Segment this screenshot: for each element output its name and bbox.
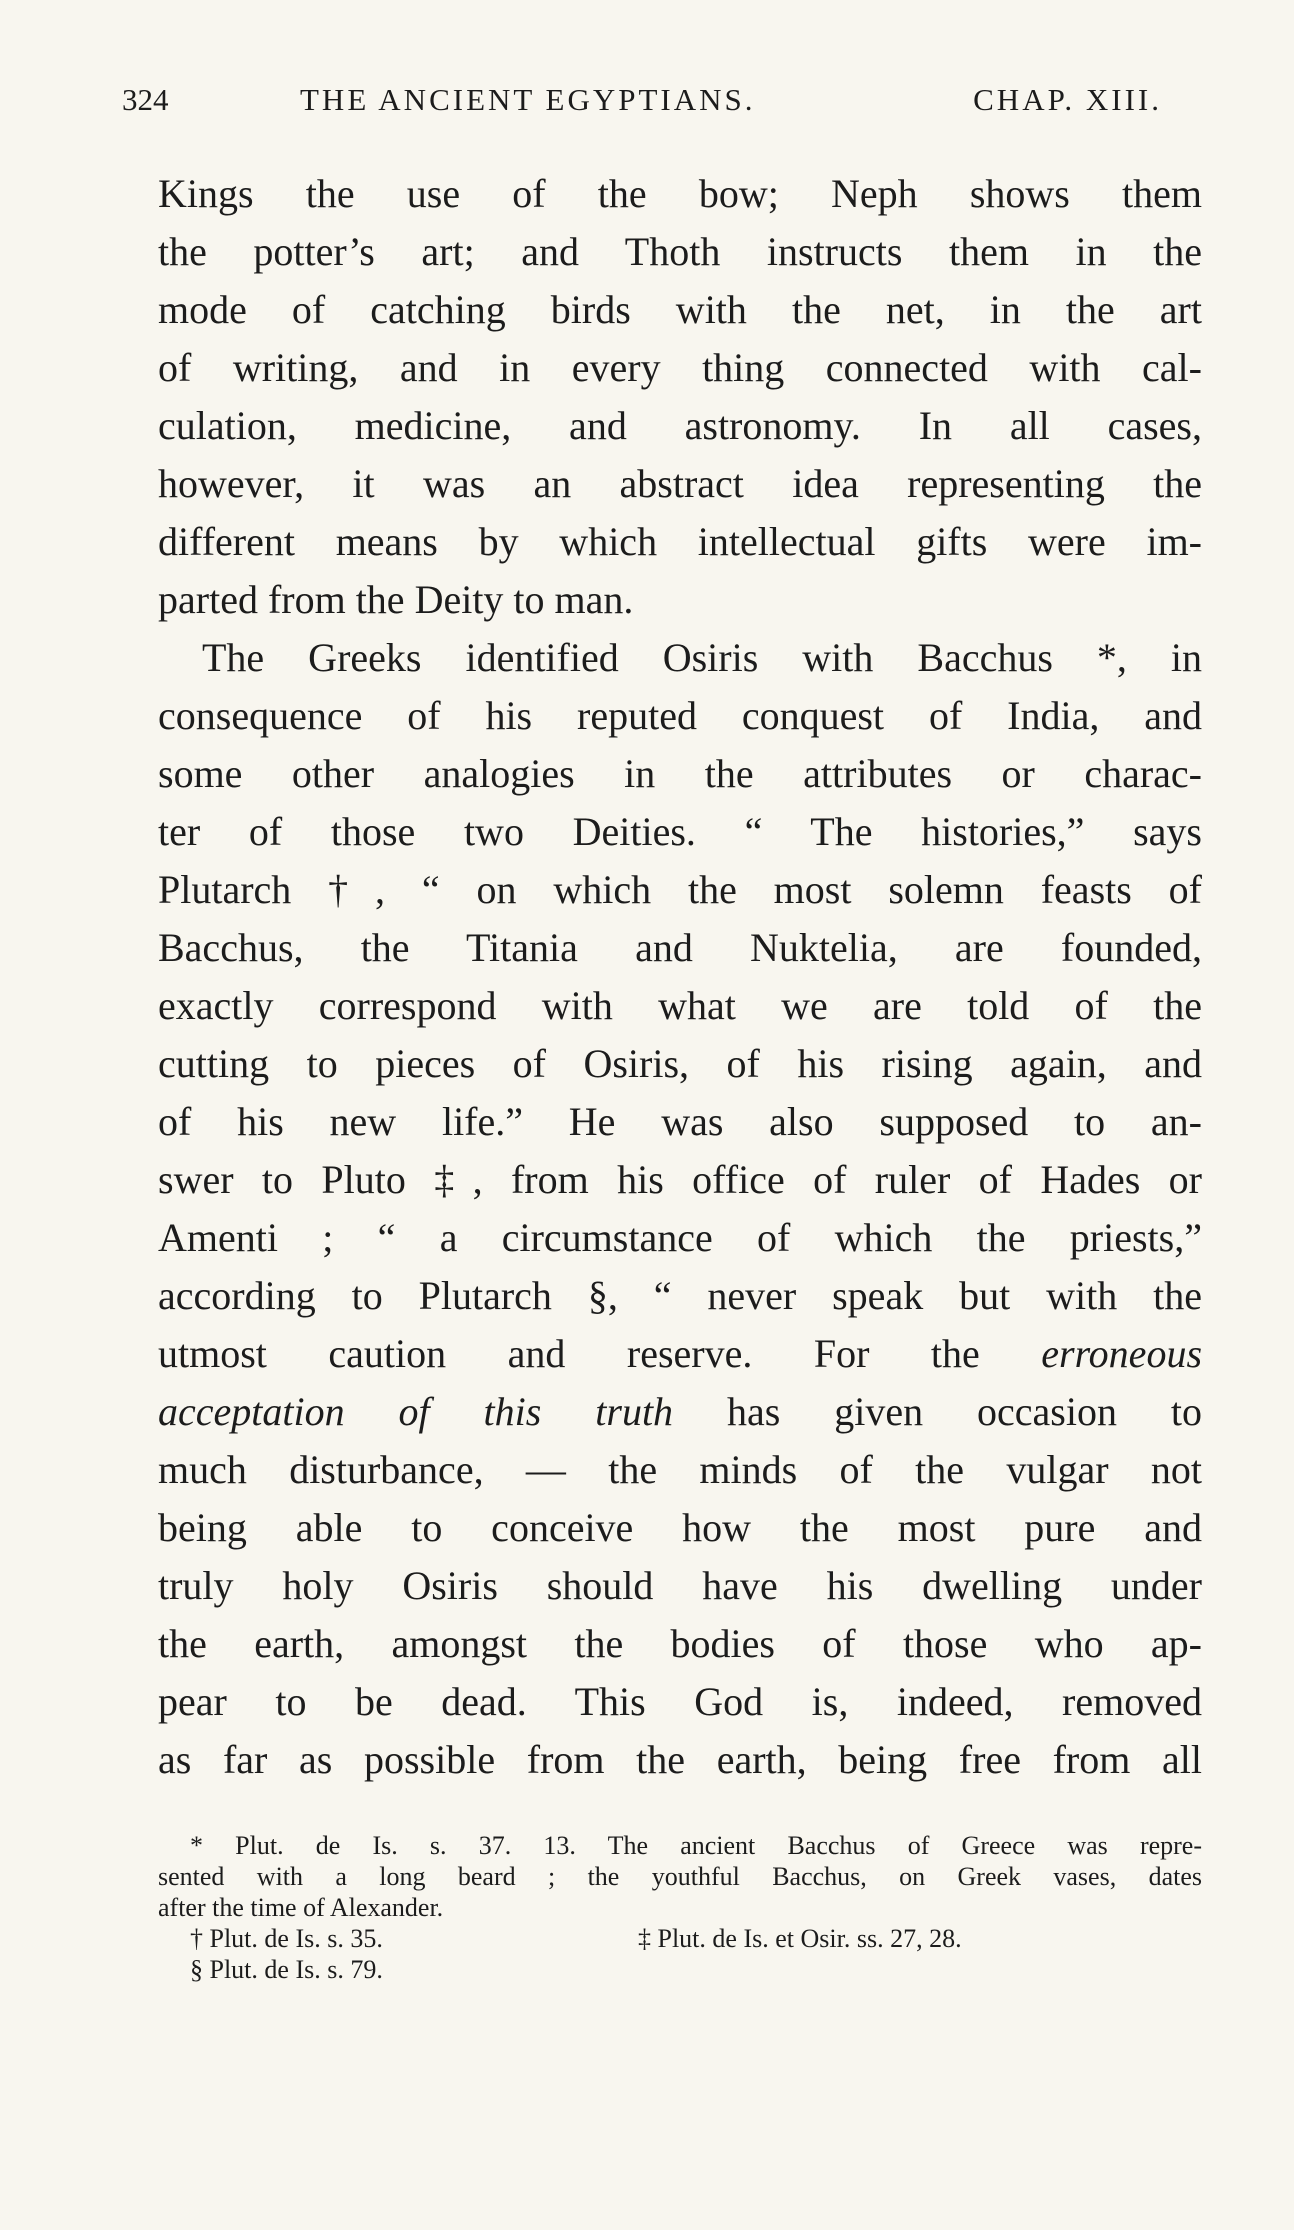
text-line: as far as possible from the earth, being free from all: [158, 1737, 1202, 1782]
text-line: Amenti ; “ a circumstance of which the priests,”: [158, 1215, 1202, 1260]
italic-phrase: acceptation of this truth: [158, 1389, 674, 1434]
paragraph-start-line: The Greeks identified Osiris with Bacchus *, in: [202, 635, 1202, 680]
footnote-1-end: after the time of Alexander.: [158, 1893, 444, 1922]
text-line: pear to be dead. This God is, indeed, removed: [158, 1679, 1202, 1724]
footnote-3: ‡ Plut. de Is. et Osir. ss. 27, 28.: [638, 1924, 962, 1953]
footnote-pair: [158, 1923, 1202, 1954]
footnotes: [158, 1830, 1202, 1985]
text-segment: utmost caution and reserve. For the: [158, 1331, 980, 1376]
footnote-1: * Plut. de Is. s. 37. 13. The ancient Bacchus of Greece was repre-: [190, 1831, 1202, 1860]
text-line: some other analogies in the attributes or charac-: [158, 751, 1202, 796]
text-line-with-italic: [158, 1383, 1202, 1441]
text-line: according to Plutarch §, “ never speak but with the: [158, 1273, 1202, 1318]
text-line: however, it was an abstract idea representing the: [158, 461, 1202, 506]
text-line: of writing, and in every thing connected with cal-: [158, 345, 1202, 390]
text-line: culation, medicine, and astronomy. In all cases,: [158, 403, 1202, 448]
footnote-4: § Plut. de Is. s. 79.: [190, 1955, 383, 1984]
text-line: of his new life.” He was also supposed to an-: [158, 1099, 1202, 1144]
text-line: mode of catching birds with the net, in the art: [158, 287, 1202, 332]
running-title: THE ANCIENT EGYPTIANS.: [300, 82, 756, 117]
page-number: 324: [122, 82, 169, 117]
footnote-2: † Plut. de Is. s. 35.: [190, 1924, 383, 1953]
text-line: truly holy Osiris should have his dwelling under: [158, 1563, 1202, 1608]
text-line: much disturbance, — the minds of the vulgar not: [158, 1447, 1202, 1492]
text-line: Plutarch †, “ on which the most solemn feasts of: [158, 867, 1202, 912]
text-line: swer to Pluto ‡, from his office of ruler of Hades or: [158, 1157, 1202, 1202]
text-segment: has given occasion to: [726, 1389, 1202, 1434]
text-line: Bacchus, the Titania and Nuktelia, are founded,: [158, 925, 1202, 970]
text-line: consequence of his reputed conquest of India, and: [158, 693, 1202, 738]
running-head: [122, 82, 1162, 130]
text-line: Kings the use of the bow; Neph shows them: [158, 171, 1202, 216]
text-line: the potter’s art; and Thoth instructs them in the: [158, 229, 1202, 274]
text-line: parted from the Deity to man.: [158, 577, 634, 622]
footnote-1-cont: sented with a long beard ; the youthful Bacchus, on Greek vases, dates: [158, 1862, 1202, 1891]
body-text: [158, 165, 1202, 1789]
italic-phrase: erroneous: [1041, 1331, 1203, 1376]
text-line: ter of those two Deities. “ The histories,” says: [158, 809, 1202, 854]
text-line: exactly correspond with what we are told of the: [158, 983, 1202, 1028]
text-line: different means by which intellectual gifts were im-: [158, 519, 1202, 564]
text-line: being able to conceive how the most pure and: [158, 1505, 1202, 1550]
text-line-with-italic: [158, 1325, 1202, 1383]
chapter-label: CHAP. XIII.: [973, 82, 1162, 117]
text-line: cutting to pieces of Osiris, of his rising again, and: [158, 1041, 1202, 1086]
text-line: the earth, amongst the bodies of those who ap-: [158, 1621, 1202, 1666]
